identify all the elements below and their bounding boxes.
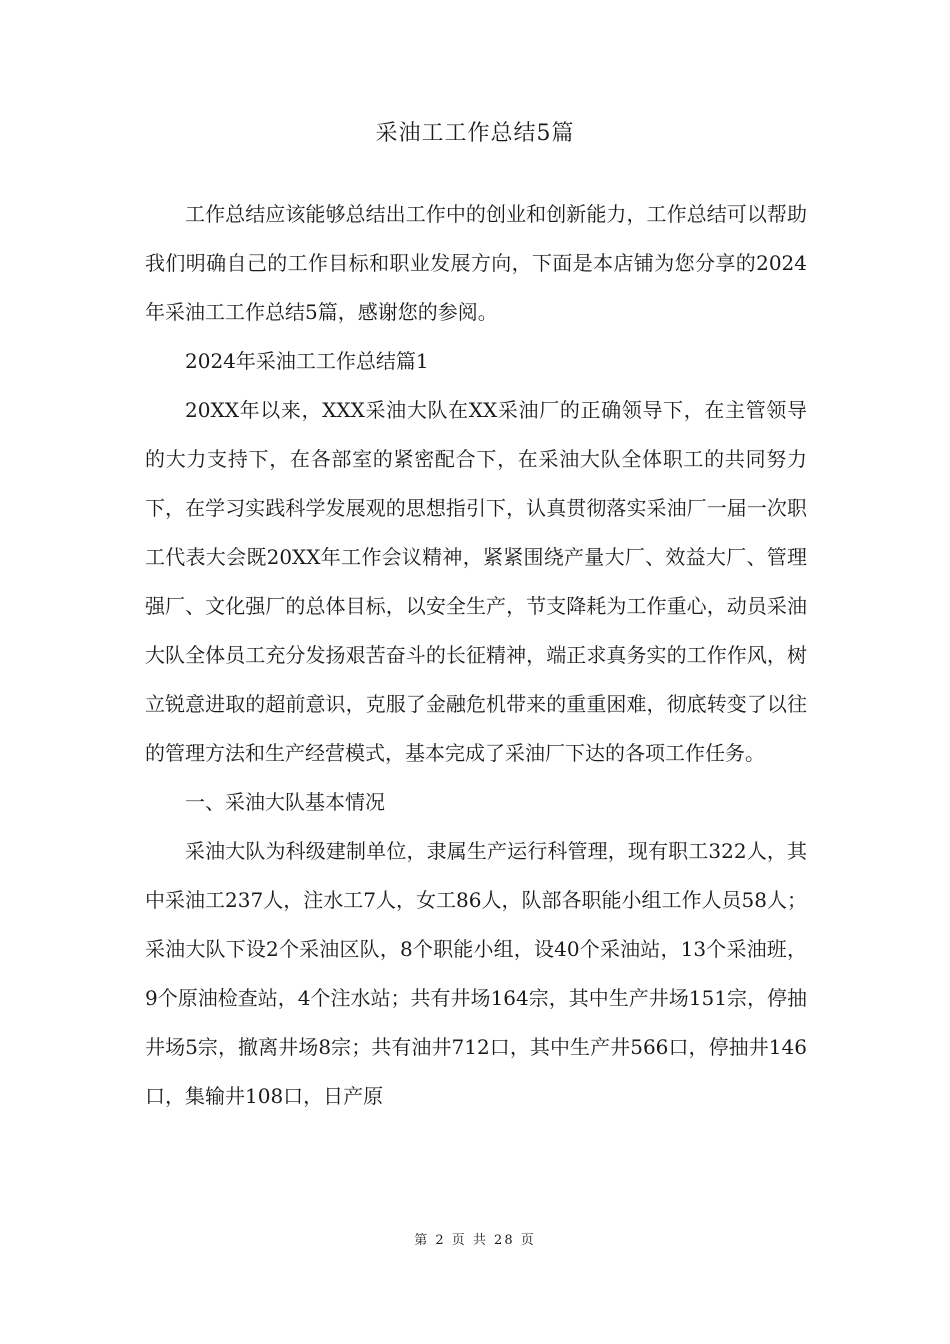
intro-paragraph: 工作总结应该能够总结出工作中的创业和创新能力，工作总结可以帮助我们明确自己的工作目标和职业发展方向，下面是本店铺为您分享的2024年采油工工作总结5篇，感谢您的参阅。 [145, 202, 807, 324]
subsection-heading: 一、采油大队基本情况 [185, 790, 385, 814]
section-heading: 2024年采油工工作总结篇1 [185, 349, 429, 373]
document-body [145, 190, 807, 1121]
page-number-footer: 第 2 页 共 28 页 [414, 1233, 536, 1248]
body-paragraph: 20XX年以来，XXX采油大队在XX采油厂的正确领导下，在主管领导的大力支持下，在各部室的紧密配合下，在采油大队全体职工的共同努力下，在学习实践科学发展观的思想指引下，认真贯彻落实采油厂一届一次职工代表大会既20XX年工作会议精神，紧紧围绕产量大厂、效益大厂、管理强厂、文化强厂的总体目标，以安全生产，节支降耗为工作重心，动员采油大队全体员工充分发扬艰苦奋斗的长征精神，端正求真务实的工作作风，树立锐意进取的超前意识，克服了金融危机带来的重重困难，彻底转变了以往的管理方法和生产经营模式，基本完成了采油厂下达的各项工作任务。 [145, 398, 807, 765]
body-paragraph: 采油大队为科级建制单位，隶属生产运行科管理，现有职工322人，其中采油工237人，注水工7人，女工86人，队部各职能小组工作人员58人；采油大队下设2个采油区队，8个职能小组，设40个采油站，13个采油班，9个原油检查站，4个注水站；共有井场164宗，其中生产井场151宗，停抽井场5宗，撤离井场8宗；共有油井712口，其中生产井566口，停抽井146口，集输井108口，日产原 [145, 839, 807, 1108]
document-title: 采油工工作总结5篇 [375, 121, 575, 146]
